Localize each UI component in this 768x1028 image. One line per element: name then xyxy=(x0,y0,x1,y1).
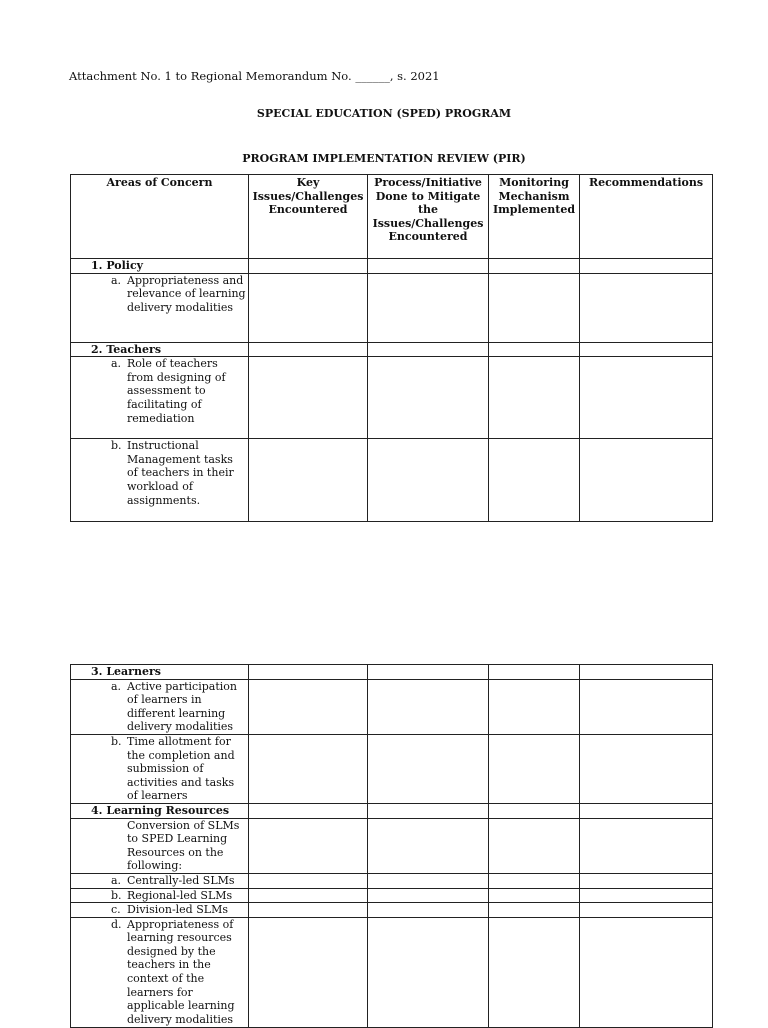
table-row xyxy=(71,734,713,803)
table-row xyxy=(71,357,713,439)
concern-item: a. Active participation of learners in different learning delivery modalities xyxy=(111,679,237,734)
table-cell[interactable] xyxy=(249,818,368,873)
table-row xyxy=(71,888,713,903)
table-cell[interactable] xyxy=(580,259,713,274)
table-cell[interactable] xyxy=(580,439,713,522)
table-cell[interactable] xyxy=(249,873,368,888)
table-cell[interactable] xyxy=(368,803,489,818)
table-cell[interactable] xyxy=(368,818,489,873)
concern-item: d. Appropriateness of learning resources designed by the teachers in the context of the learners for applicable learning delivery modalities xyxy=(111,917,235,1026)
table-row xyxy=(71,665,713,680)
table-row xyxy=(71,818,713,873)
table-row xyxy=(71,917,713,1027)
table-cell[interactable] xyxy=(368,873,489,888)
table-cell[interactable] xyxy=(489,873,580,888)
table-row xyxy=(71,439,713,522)
table-cell[interactable] xyxy=(368,917,489,1027)
table-cell[interactable] xyxy=(580,888,713,903)
table-cell[interactable] xyxy=(580,665,713,680)
table-cell[interactable] xyxy=(368,734,489,803)
table-cell[interactable] xyxy=(249,917,368,1027)
table-cell[interactable] xyxy=(580,873,713,888)
table-cell[interactable] xyxy=(368,259,489,274)
table-cell[interactable] xyxy=(249,357,368,439)
table-cell[interactable] xyxy=(249,803,368,818)
table-cell[interactable] xyxy=(249,342,368,357)
table-cell[interactable] xyxy=(580,734,713,803)
concern-item: a. Centrally-led SLMs xyxy=(111,873,235,887)
concern-item: a. Role of teachers from designing of assessment to facilitating of remediation xyxy=(111,357,226,425)
pir-table-part-2 xyxy=(70,664,713,1028)
document-subtitle: PROGRAM IMPLEMENTATION REVIEW (PIR) xyxy=(242,152,526,165)
section-title: 2. Teachers xyxy=(71,342,249,357)
document-title: SPECIAL EDUCATION (SPED) PROGRAM xyxy=(256,107,512,120)
table-cell[interactable] xyxy=(249,273,368,342)
table-cell[interactable] xyxy=(489,357,580,439)
table-cell[interactable] xyxy=(489,888,580,903)
table-cell[interactable] xyxy=(489,259,580,274)
table-cell[interactable] xyxy=(368,888,489,903)
table-cell[interactable] xyxy=(489,734,580,803)
pir-table-part-1 xyxy=(70,174,713,522)
table-cell[interactable] xyxy=(580,818,713,873)
table-cell[interactable] xyxy=(249,439,368,522)
table-cell[interactable] xyxy=(580,357,713,439)
table-cell[interactable] xyxy=(580,917,713,1027)
table-cell[interactable] xyxy=(249,665,368,680)
table-row xyxy=(71,873,713,888)
table-cell[interactable] xyxy=(368,342,489,357)
table-cell[interactable] xyxy=(489,803,580,818)
table-header-row xyxy=(71,175,713,259)
table-row xyxy=(71,342,713,357)
table-cell[interactable] xyxy=(249,903,368,918)
table-cell[interactable] xyxy=(489,439,580,522)
table-cell[interactable] xyxy=(580,803,713,818)
table-cell[interactable] xyxy=(368,357,489,439)
section-title: 3. Learners xyxy=(71,665,249,680)
table-row xyxy=(71,273,713,342)
table-cell[interactable] xyxy=(489,679,580,734)
column-header-areas: Areas of Concern xyxy=(71,175,249,259)
table-cell[interactable] xyxy=(580,903,713,918)
table-cell[interactable] xyxy=(249,888,368,903)
section-title: 4. Learning Resources xyxy=(71,803,249,818)
attachment-line: Attachment No. 1 to Regional Memorandum No. ______, s. 2021 xyxy=(69,69,440,83)
table-cell[interactable] xyxy=(580,342,713,357)
table-cell[interactable] xyxy=(249,679,368,734)
table-cell[interactable] xyxy=(489,273,580,342)
table-cell[interactable] xyxy=(368,903,489,918)
table-cell[interactable] xyxy=(368,679,489,734)
table-row xyxy=(71,803,713,818)
column-header-process: Process/Initiative Done to Mitigate the Issues/Challenges Encountered xyxy=(368,175,489,259)
table-row xyxy=(71,679,713,734)
table-cell[interactable] xyxy=(249,259,368,274)
table-cell[interactable] xyxy=(580,273,713,342)
concern-item: b. Instructional Management tasks of teachers in their workload of assignments. xyxy=(111,439,234,507)
table-cell[interactable] xyxy=(489,903,580,918)
table-cell[interactable] xyxy=(489,665,580,680)
table-cell[interactable] xyxy=(489,342,580,357)
table-row xyxy=(71,259,713,274)
concern-item: a. Appropriateness and relevance of learning delivery modalities xyxy=(111,273,246,314)
table-cell[interactable] xyxy=(489,917,580,1027)
table-cell[interactable] xyxy=(368,273,489,342)
concern-item: b. Time allotment for the completion and submission of activities and tasks of learners xyxy=(111,734,235,803)
concern-item: c. Division-led SLMs xyxy=(111,903,228,917)
table-cell[interactable] xyxy=(489,818,580,873)
section-title: 1. Policy xyxy=(71,259,249,274)
table-cell[interactable] xyxy=(580,679,713,734)
table-cell[interactable] xyxy=(368,439,489,522)
concern-item: b. Regional-led SLMs xyxy=(111,888,233,902)
column-header-key-issues: Key Issues/Challenges Encountered xyxy=(249,175,368,259)
column-header-recommendations: Recommendations xyxy=(580,175,713,259)
table-row xyxy=(71,903,713,918)
table-cell[interactable] xyxy=(368,665,489,680)
section-intro: Conversion of SLMs to SPED Learning Resources on the following: xyxy=(71,818,249,873)
column-header-monitoring: Monitoring Mechanism Implemented xyxy=(489,175,580,259)
table-cell[interactable] xyxy=(249,734,368,803)
